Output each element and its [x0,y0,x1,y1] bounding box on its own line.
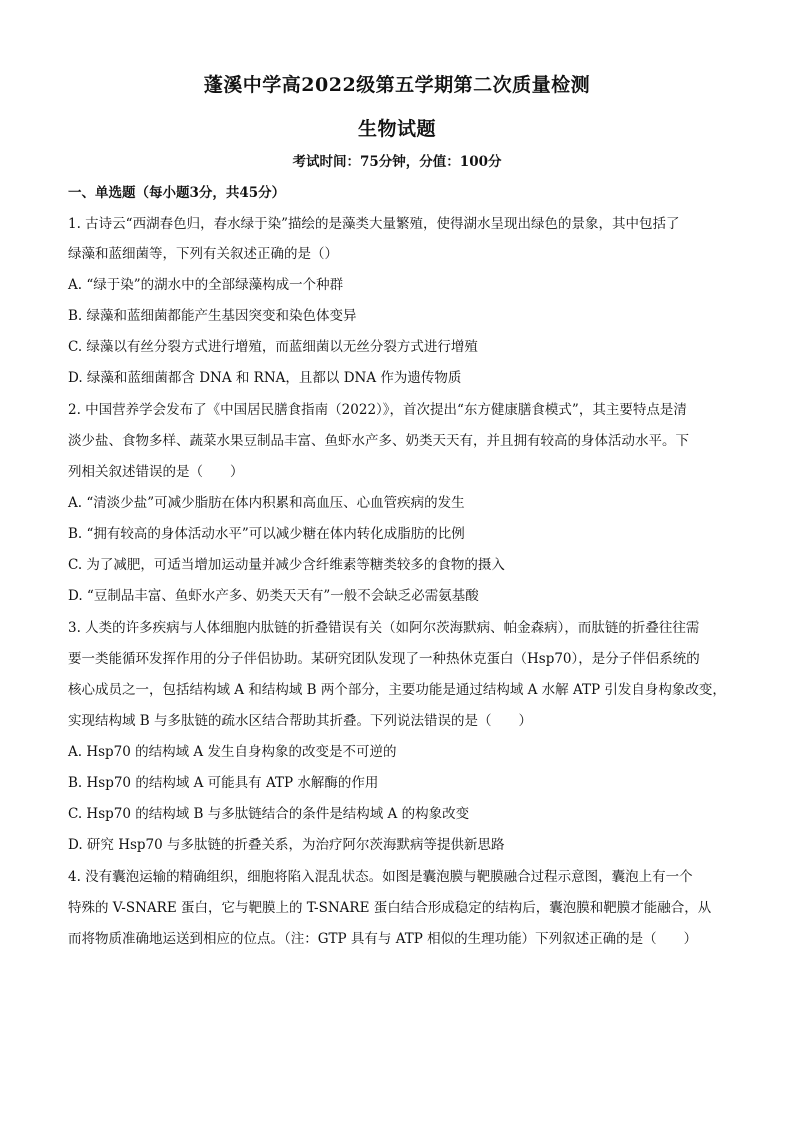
q3-line-3: 核心成员之一，包括结构域 A 和结构域 B 两个部分，主要功能是通过结构域 A 水解 ATP 引发自身构象改变， [68,682,726,698]
q1-option-b: B. 绿藻和蓝细菌都能产生基因突变和染色体变异 [68,308,357,324]
q1-line-1: 1. 古诗云“西湖春色归，春水绿于染”描绘的是藻类大量繁殖，使得湖水呈现出绿色的景象，其中包括了 [68,216,680,232]
subject-title: 生物试题 [357,118,436,140]
q1-line-2: 绿藻和蓝细菌等，下列有关叙述正确的是（） [68,246,338,262]
exam-title: 蓬溪中学高2022级第五学期第二次质量检测 [203,74,591,96]
q3-option-a: A. Hsp70 的结构域 A 发生自身构象的改变是不可逆的 [68,744,397,760]
q2-option-c: C. 为了减肥，可适当增加运动量并减少含纤维素等糖类较多的食物的摄入 [68,557,505,573]
q2-option-b: B. “拥有较高的身体活动水平”可以减少糖在体内转化成脂肪的比例 [68,526,465,542]
section-heading: 一、单选题（每小题3分，共45分） [68,185,286,201]
exam-info: 考试时间：75分钟，分值：100分 [292,154,502,170]
q2-line-3: 列相关叙述错误的是（ ） [68,464,244,480]
q4-line-1: 4. 没有囊泡运输的精确组织，细胞将陷入混乱状态。如图是囊泡膜与靶膜融合过程示意图，囊泡上有一个 [68,869,693,885]
q1-option-d: D. 绿藻和蓝细菌都含 DNA 和 RNA，且都以 DNA 作为遗传物质 [68,370,462,386]
q4-line-3: 而将物质准确地运送到相应的位点。（注：GTP 具有与 ATP 相似的生理功能）下列叙述正确的是（ ） [68,931,698,947]
q3-line-2: 要一类能循环发挥作用的分子伴侣协助。某研究团队发现了一种热休克蛋白（Hsp70），是分子伴侣系统的 [68,651,700,667]
q2-line-1: 2. 中国营养学会发布了《中国居民膳食指南（2022）》，首次提出“东方健康膳食模式”，其主要特点是清 [68,402,687,418]
q3-option-c: C. Hsp70 的结构域 B 与多肽链结合的条件是结构域 A 的构象改变 [68,806,470,822]
q2-option-d: D. “豆制品丰富、鱼虾水产多、奶类天天有”一般不会缺乏必需氨基酸 [68,588,479,604]
q3-option-d: D. 研究 Hsp70 与多肽链的折叠关系，为治疗阿尔茨海默病等提供新思路 [68,837,505,853]
q2-option-a: A. “清淡少盐”可减少脂肪在体内积累和高血压、心血管疾病的发生 [68,495,465,511]
q3-option-b: B. Hsp70 的结构域 A 可能具有 ATP 水解酶的作用 [68,775,379,791]
q1-option-c: C. 绿藻以有丝分裂方式进行增殖，而蓝细菌以无丝分裂方式进行增殖 [68,339,478,355]
q1-option-a: A. “绿于染”的湖水中的全部绿藻构成一个种群 [68,277,344,293]
q3-line-1: 3. 人类的许多疾病与人体细胞内肽链的折叠错误有关（如阿尔茨海默病、帕金森病），而肽链的折叠往往需 [68,620,700,636]
q4-line-2: 特殊的 V-SNARE 蛋白，它与靶膜上的 T-SNARE 蛋白结合形成稳定的结构后，囊泡膜和靶膜才能融合，从 [68,900,712,916]
q2-line-2: 淡少盐、食物多样、蔬菜水果豆制品丰富、鱼虾水产多、奶类天天有，并且拥有较高的身体活动水平。下 [68,433,689,449]
q3-line-4: 实现结构域 B 与多肽链的疏水区结合帮助其折叠。下列说法错误的是（ ） [68,713,533,729]
